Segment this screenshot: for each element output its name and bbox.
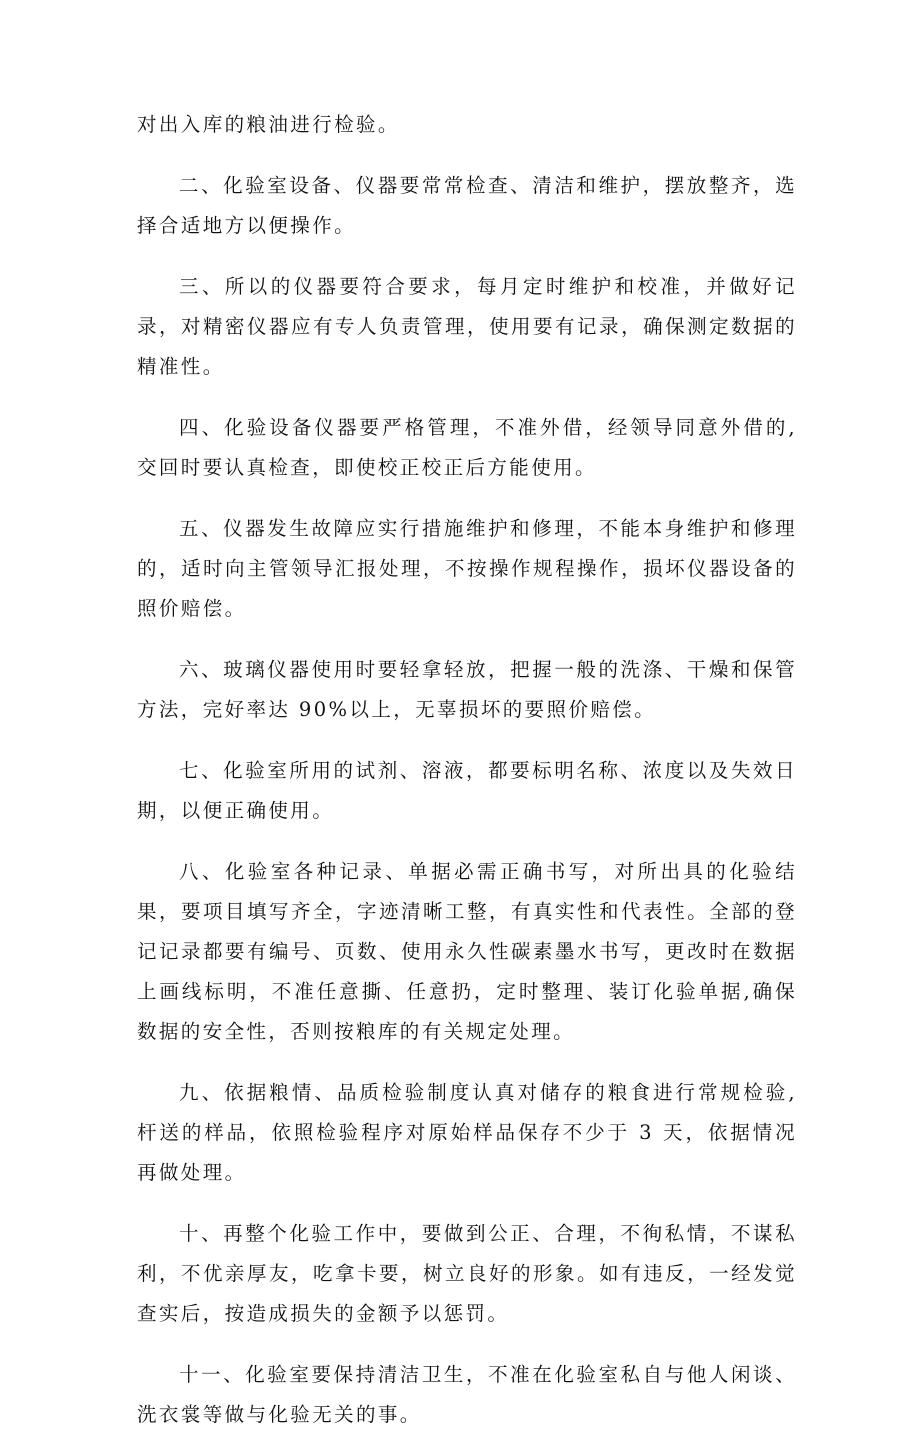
paragraph-rule-10: 十、再整个化验工作中，要做到公正、合理，不徇私情，不谋私利，不优亲厚友，吃拿卡要，树立良好的形象。如有违反，一经发觉查实后，按造成损失的金额予以惩罚。 <box>137 1222 797 1325</box>
paragraph-rule-11: 十一、化验室要保持清洁卫生，不准在化验室私自与他人闲谈、洗衣裳等做与化验无关的事。 <box>137 1363 797 1426</box>
paragraph-rule-7: 七、化验室所用的试剂、溶液，都要标明名称、浓度以及失效日期，以便正确使用。 <box>137 759 797 822</box>
paragraph-rule-3: 三、所以的仪器要符合要求，每月定时维护和校准，并做好记录，对精密仪器应有专人负责管理，使用要有记录，确保测定数据的精准性。 <box>137 275 797 378</box>
paragraph-continuation: 对出入库的粮油进行检验。 <box>137 113 400 136</box>
paragraph-rule-4: 四、化验设备仪器要严格管理，不准外借，经领导同意外借的,交回时要认真检查，即使校正校正后方能使用。 <box>137 416 797 479</box>
paragraph-rule-2: 二、化验室设备、仪器要常常检查、清洁和维护，摆放整齐，选择合适地方以便操作。 <box>137 174 797 237</box>
paragraph-rule-5: 五、仪器发生故障应实行措施维护和修理，不能本身维护和修理的，适时向主管领导汇报处理，不按操作规程操作，损坏仪器设备的照价赔偿。 <box>137 517 797 620</box>
paragraph-rule-6: 六、玻璃仪器使用时要轻拿轻放，把握一般的洗涤、干燥和保管方法，完好率达 90%以上，无辜损坏的要照价赔偿。 <box>137 658 797 721</box>
paragraph-rule-8: 八、化验室各种记录、单据必需正确书写，对所出具的化验结果，要项目填写齐全，字迹清晰工整，有真实性和代表性。全部的登记记录都要有编号、页数、使用永久性碳素墨水书写，更改时在数据上画线标明，不准任意撕、任意扔，定时整理、装订化验单据,确保数据的安全性，否则按粮库的有关规定处理。 <box>137 860 797 1043</box>
paragraph-rule-9: 九、依据粮情、品质检验制度认真对储存的粮食进行常规检验,杆送的样品，依照检验程序对原始样品保存不少于 3 天，依据情况再做处理。 <box>137 1081 797 1184</box>
document-body <box>137 105 797 1435</box>
